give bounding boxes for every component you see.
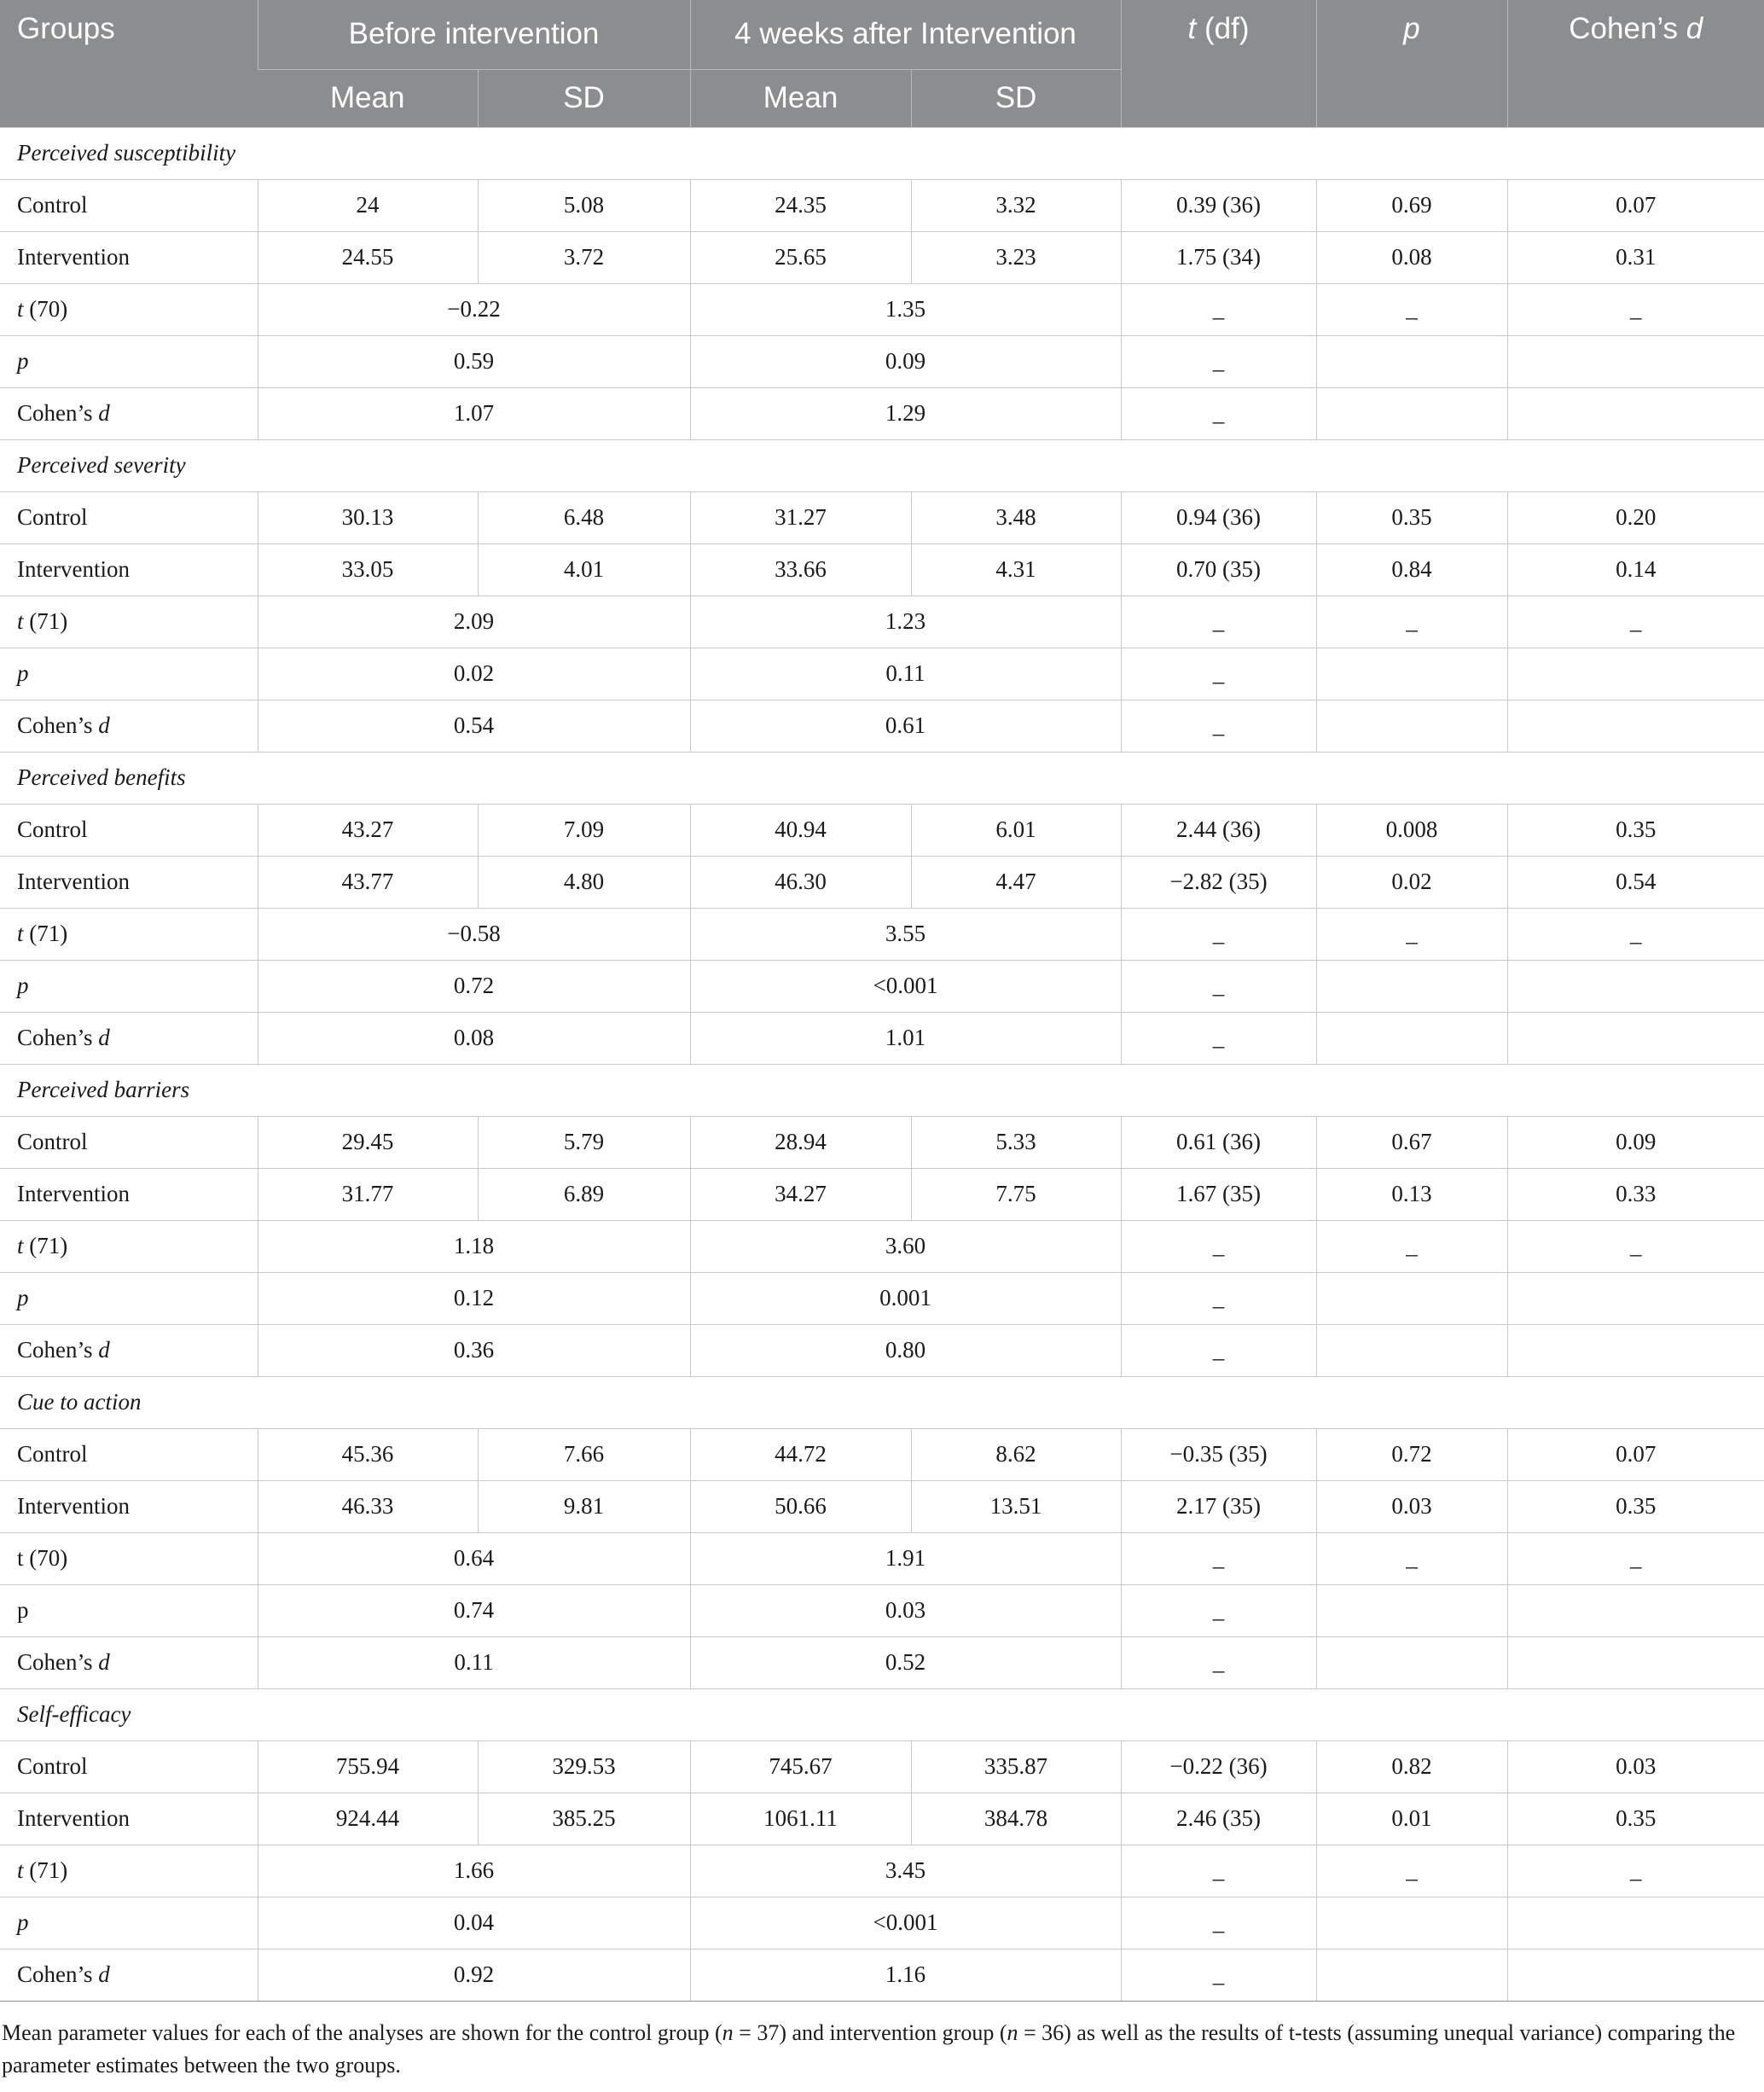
test-label: [0, 387, 258, 439]
cohens-d-cell: [1507, 1584, 1764, 1636]
after-mean-cell: 33.66: [690, 543, 911, 596]
after-mean-cell: 50.66: [690, 1480, 911, 1532]
cohens-d-cell: 0.07: [1507, 179, 1764, 231]
t-df-cell: _: [1121, 1949, 1316, 2001]
p-cell: _: [1316, 1220, 1507, 1272]
header-before-intervention: Before intervention: [258, 0, 690, 69]
p-cell: 0.01: [1316, 1793, 1507, 1845]
cohens-d-cell: [1507, 648, 1764, 700]
group-label: Control: [0, 1116, 258, 1168]
t-df-cell: _: [1121, 387, 1316, 439]
cohens-d-cell: 0.14: [1507, 543, 1764, 596]
p-cell: _: [1316, 1845, 1507, 1897]
test-label-main: Cohen’s: [17, 1961, 99, 1987]
cohens-d-cell: 0.33: [1507, 1168, 1764, 1220]
test-label-main: Cohen’s: [17, 1337, 99, 1363]
test-label-rest: d: [98, 1649, 110, 1675]
t-df-cell: _: [1121, 960, 1316, 1012]
t-df-cell: 0.39 (36): [1121, 179, 1316, 231]
group-row: [0, 804, 1764, 856]
group-row: [0, 1168, 1764, 1220]
p-cell: [1316, 1897, 1507, 1949]
before-sd-cell: 6.89: [478, 1168, 690, 1220]
after-sd-cell: 384.78: [911, 1793, 1121, 1845]
after-sd-cell: 7.75: [911, 1168, 1121, 1220]
before-test-cell: 1.07: [258, 387, 690, 439]
before-test-cell: 0.59: [258, 335, 690, 387]
before-test-cell: 0.02: [258, 648, 690, 700]
group-label: Control: [0, 179, 258, 231]
group-row: [0, 1428, 1764, 1480]
p-cell: [1316, 960, 1507, 1012]
before-test-cell: −0.58: [258, 908, 690, 960]
t-df-cell: _: [1121, 1532, 1316, 1584]
test-row: [0, 387, 1764, 439]
t-df-cell: _: [1121, 1845, 1316, 1897]
section-title: Perceived severity: [0, 439, 1764, 491]
test-label-main: t: [17, 1233, 24, 1258]
header-before-sd: SD: [478, 69, 690, 127]
after-test-cell: 1.91: [690, 1532, 1121, 1584]
header-groups: Groups: [0, 0, 258, 127]
before-test-cell: 0.11: [258, 1636, 690, 1688]
before-mean-cell: 46.33: [258, 1480, 478, 1532]
test-label-main: t (70): [17, 1545, 68, 1571]
cohens-d-cell: [1507, 387, 1764, 439]
after-mean-cell: 40.94: [690, 804, 911, 856]
test-label-rest: (71): [23, 1857, 68, 1883]
test-label: [0, 1324, 258, 1376]
test-label: [0, 1845, 258, 1897]
table-footnote: Mean parameter values for each of the analyses are shown for the control group (n = 37) and intervention group (n = 36) as well as the results of t-tests (assuming unequal variance) comparing the parameter estimates between the two groups.: [2, 2019, 1736, 2077]
test-label: [0, 1949, 258, 2001]
section-header-row: [0, 1376, 1764, 1428]
group-row: [0, 543, 1764, 596]
cohens-d-cell: 0.20: [1507, 491, 1764, 543]
test-label: [0, 335, 258, 387]
group-label: Intervention: [0, 856, 258, 908]
before-mean-cell: 45.36: [258, 1428, 478, 1480]
after-mean-cell: 28.94: [690, 1116, 911, 1168]
section-title: Perceived barriers: [0, 1064, 1764, 1116]
before-test-cell: 2.09: [258, 596, 690, 648]
test-label-main: t: [17, 608, 24, 634]
p-cell: 0.02: [1316, 856, 1507, 908]
before-mean-cell: 29.45: [258, 1116, 478, 1168]
test-label: [0, 1636, 258, 1688]
group-label: Control: [0, 1740, 258, 1793]
group-row: [0, 1480, 1764, 1532]
test-label: [0, 1012, 258, 1064]
test-row: [0, 1532, 1764, 1584]
section-title: Perceived susceptibility: [0, 127, 1764, 179]
after-test-cell: 0.80: [690, 1324, 1121, 1376]
test-row: [0, 1584, 1764, 1636]
after-test-cell: 1.23: [690, 596, 1121, 648]
group-row: [0, 1793, 1764, 1845]
cohens-d-cell: 0.35: [1507, 804, 1764, 856]
before-sd-cell: 5.79: [478, 1116, 690, 1168]
header-before-mean: Mean: [258, 69, 478, 127]
test-label-main: Cohen’s: [17, 1649, 99, 1675]
cohens-d-cell: 0.31: [1507, 231, 1764, 283]
before-test-cell: 0.72: [258, 960, 690, 1012]
cohens-d-cell: [1507, 335, 1764, 387]
t-df-cell: _: [1121, 596, 1316, 648]
p-cell: [1316, 1272, 1507, 1324]
test-label-main: t: [17, 296, 24, 322]
after-mean-cell: 31.27: [690, 491, 911, 543]
after-sd-cell: 13.51: [911, 1480, 1121, 1532]
test-label-main: Cohen’s: [17, 400, 99, 426]
section-header-row: [0, 1064, 1764, 1116]
test-label-rest: d: [98, 1025, 110, 1050]
header-t-df-blank: [1121, 69, 1316, 127]
after-sd-cell: 4.47: [911, 856, 1121, 908]
test-label: [0, 908, 258, 960]
cohens-d-cell: [1507, 1324, 1764, 1376]
test-label-main: p: [17, 973, 29, 998]
test-row: [0, 335, 1764, 387]
group-row: [0, 1116, 1764, 1168]
test-label-main: p: [17, 348, 29, 374]
p-cell: _: [1316, 1532, 1507, 1584]
group-row: [0, 856, 1764, 908]
t-df-cell: 0.70 (35): [1121, 543, 1316, 596]
t-df-cell: −2.82 (35): [1121, 856, 1316, 908]
before-test-cell: 0.74: [258, 1584, 690, 1636]
group-row: [0, 231, 1764, 283]
p-cell: 0.69: [1316, 179, 1507, 231]
test-label-rest: d: [98, 400, 110, 426]
cohens-d-cell: 0.07: [1507, 1428, 1764, 1480]
cohens-d-cell: [1507, 1272, 1764, 1324]
before-mean-cell: 31.77: [258, 1168, 478, 1220]
test-label: [0, 1532, 258, 1584]
group-label: Intervention: [0, 1793, 258, 1845]
test-label-rest: d: [98, 712, 110, 738]
after-mean-cell: 46.30: [690, 856, 911, 908]
group-row: [0, 491, 1764, 543]
p-cell: [1316, 387, 1507, 439]
t-df-cell: _: [1121, 283, 1316, 335]
after-test-cell: 0.001: [690, 1272, 1121, 1324]
after-test-cell: 0.11: [690, 648, 1121, 700]
t-df-cell: 2.46 (35): [1121, 1793, 1316, 1845]
p-cell: _: [1316, 283, 1507, 335]
after-sd-cell: 5.33: [911, 1116, 1121, 1168]
test-label: [0, 1272, 258, 1324]
test-row: [0, 648, 1764, 700]
test-label-rest: d: [98, 1337, 110, 1363]
after-sd-cell: 8.62: [911, 1428, 1121, 1480]
section-header-row: [0, 439, 1764, 491]
p-cell: 0.67: [1316, 1116, 1507, 1168]
t-df-cell: _: [1121, 1584, 1316, 1636]
test-row: [0, 700, 1764, 752]
p-cell: 0.35: [1316, 491, 1507, 543]
before-sd-cell: 6.48: [478, 491, 690, 543]
after-sd-cell: 3.32: [911, 179, 1121, 231]
before-mean-cell: 33.05: [258, 543, 478, 596]
t-df-cell: _: [1121, 1272, 1316, 1324]
section-title: Cue to action: [0, 1376, 1764, 1428]
after-test-cell: 0.09: [690, 335, 1121, 387]
header-after-mean: Mean: [690, 69, 911, 127]
test-label: [0, 1584, 258, 1636]
test-label: [0, 960, 258, 1012]
test-row: [0, 1324, 1764, 1376]
t-df-cell: 0.94 (36): [1121, 491, 1316, 543]
cohens-d-cell: _: [1507, 283, 1764, 335]
before-test-cell: 0.36: [258, 1324, 690, 1376]
after-test-cell: 0.03: [690, 1584, 1121, 1636]
test-label-main: p: [17, 660, 29, 686]
after-sd-cell: 335.87: [911, 1740, 1121, 1793]
before-test-cell: 0.08: [258, 1012, 690, 1064]
test-label-main: p: [17, 1909, 29, 1935]
table-header: [0, 0, 1764, 127]
test-label-main: p: [17, 1285, 29, 1310]
p-cell: 0.72: [1316, 1428, 1507, 1480]
test-row: [0, 908, 1764, 960]
after-test-cell: 3.45: [690, 1845, 1121, 1897]
test-label: [0, 1220, 258, 1272]
test-label-main: Cohen’s: [17, 1025, 99, 1050]
before-mean-cell: 43.27: [258, 804, 478, 856]
p-cell: [1316, 648, 1507, 700]
test-row: [0, 1845, 1764, 1897]
p-cell: [1316, 700, 1507, 752]
p-cell: [1316, 1636, 1507, 1688]
cohens-d-cell: [1507, 1949, 1764, 2001]
p-cell: [1316, 1012, 1507, 1064]
cohens-d-cell: 0.35: [1507, 1793, 1764, 1845]
cohens-d-cell: [1507, 1897, 1764, 1949]
t-df-cell: _: [1121, 1324, 1316, 1376]
p-cell: 0.03: [1316, 1480, 1507, 1532]
test-row: [0, 960, 1764, 1012]
cohens-d-cell: [1507, 700, 1764, 752]
group-label: Intervention: [0, 1480, 258, 1532]
test-label: [0, 648, 258, 700]
p-cell: _: [1316, 596, 1507, 648]
cohens-d-cell: _: [1507, 1220, 1764, 1272]
test-row: [0, 1636, 1764, 1688]
test-label: [0, 596, 258, 648]
test-label-main: p: [17, 1597, 29, 1623]
after-test-cell: 0.61: [690, 700, 1121, 752]
before-sd-cell: 4.01: [478, 543, 690, 596]
p-cell: 0.84: [1316, 543, 1507, 596]
group-label: Intervention: [0, 1168, 258, 1220]
t-df-cell: _: [1121, 908, 1316, 960]
before-sd-cell: 385.25: [478, 1793, 690, 1845]
before-test-cell: 1.18: [258, 1220, 690, 1272]
cohens-d-cell: _: [1507, 908, 1764, 960]
test-label: [0, 1897, 258, 1949]
after-test-cell: <0.001: [690, 1897, 1121, 1949]
after-mean-cell: 34.27: [690, 1168, 911, 1220]
p-cell: [1316, 1584, 1507, 1636]
cohens-d-cell: 0.54: [1507, 856, 1764, 908]
header-cohens-d: Cohen’s d: [1507, 0, 1764, 127]
before-mean-cell: 755.94: [258, 1740, 478, 1793]
t-df-cell: 2.44 (36): [1121, 804, 1316, 856]
test-label-rest: d: [98, 1961, 110, 1987]
test-row: [0, 283, 1764, 335]
t-df-cell: 2.17 (35): [1121, 1480, 1316, 1532]
before-test-cell: 0.12: [258, 1272, 690, 1324]
before-test-cell: 0.04: [258, 1897, 690, 1949]
header-t-df: t (df): [1121, 0, 1316, 69]
group-row: [0, 1740, 1764, 1793]
cohens-d-cell: _: [1507, 596, 1764, 648]
cohens-d-cell: [1507, 1012, 1764, 1064]
before-sd-cell: 329.53: [478, 1740, 690, 1793]
before-sd-cell: 5.08: [478, 179, 690, 231]
before-mean-cell: 43.77: [258, 856, 478, 908]
test-label: [0, 700, 258, 752]
after-test-cell: 1.16: [690, 1949, 1121, 2001]
after-sd-cell: 4.31: [911, 543, 1121, 596]
t-df-cell: _: [1121, 648, 1316, 700]
p-cell: 0.008: [1316, 804, 1507, 856]
t-df-cell: 1.67 (35): [1121, 1168, 1316, 1220]
after-test-cell: <0.001: [690, 960, 1121, 1012]
after-sd-cell: 6.01: [911, 804, 1121, 856]
t-df-cell: 1.75 (34): [1121, 231, 1316, 283]
before-sd-cell: 7.09: [478, 804, 690, 856]
p-cell: [1316, 1324, 1507, 1376]
before-mean-cell: 24: [258, 179, 478, 231]
after-mean-cell: 25.65: [690, 231, 911, 283]
section-header-row: [0, 127, 1764, 179]
p-cell: 0.13: [1316, 1168, 1507, 1220]
test-label-rest: (71): [23, 608, 68, 634]
cohens-d-cell: _: [1507, 1532, 1764, 1584]
before-mean-cell: 924.44: [258, 1793, 478, 1845]
cohens-d-cell: 0.09: [1507, 1116, 1764, 1168]
before-sd-cell: 9.81: [478, 1480, 690, 1532]
p-cell: _: [1316, 908, 1507, 960]
test-row: [0, 1897, 1764, 1949]
t-df-cell: _: [1121, 335, 1316, 387]
p-cell: [1316, 1949, 1507, 2001]
before-sd-cell: 4.80: [478, 856, 690, 908]
after-mean-cell: 1061.11: [690, 1793, 911, 1845]
cohens-d-cell: 0.35: [1507, 1480, 1764, 1532]
table-body: [0, 127, 1764, 2001]
test-label-main: Cohen’s: [17, 712, 99, 738]
section-title: Perceived benefits: [0, 752, 1764, 804]
test-row: [0, 1949, 1764, 2001]
t-df-cell: _: [1121, 700, 1316, 752]
group-label: Intervention: [0, 231, 258, 283]
group-label: Control: [0, 1428, 258, 1480]
test-label-main: t: [17, 1857, 24, 1883]
test-row: [0, 596, 1764, 648]
before-test-cell: 0.92: [258, 1949, 690, 2001]
cohens-d-cell: [1507, 960, 1764, 1012]
test-label-rest: (70): [23, 296, 68, 322]
header-after-intervention: 4 weeks after Intervention: [690, 0, 1121, 69]
test-label: [0, 283, 258, 335]
before-test-cell: 0.64: [258, 1532, 690, 1584]
after-sd-cell: 3.23: [911, 231, 1121, 283]
group-row: [0, 179, 1764, 231]
after-test-cell: 1.01: [690, 1012, 1121, 1064]
t-df-cell: _: [1121, 1012, 1316, 1064]
p-cell: [1316, 335, 1507, 387]
group-label: Control: [0, 804, 258, 856]
group-label: Control: [0, 491, 258, 543]
test-row: [0, 1272, 1764, 1324]
t-df-cell: _: [1121, 1220, 1316, 1272]
after-mean-cell: 44.72: [690, 1428, 911, 1480]
section-header-row: [0, 752, 1764, 804]
cohens-d-cell: [1507, 1636, 1764, 1688]
p-cell: 0.08: [1316, 231, 1507, 283]
after-test-cell: 1.35: [690, 283, 1121, 335]
t-df-cell: _: [1121, 1897, 1316, 1949]
cohens-d-cell: _: [1507, 1845, 1764, 1897]
after-sd-cell: 3.48: [911, 491, 1121, 543]
test-label-rest: (71): [23, 921, 68, 946]
cohens-d-cell: 0.03: [1507, 1740, 1764, 1793]
group-label: Intervention: [0, 543, 258, 596]
before-sd-cell: 3.72: [478, 231, 690, 283]
before-test-cell: −0.22: [258, 283, 690, 335]
after-test-cell: 1.29: [690, 387, 1121, 439]
before-mean-cell: 30.13: [258, 491, 478, 543]
after-test-cell: 0.52: [690, 1636, 1121, 1688]
t-df-cell: −0.22 (36): [1121, 1740, 1316, 1793]
before-test-cell: 1.66: [258, 1845, 690, 1897]
test-row: [0, 1220, 1764, 1272]
t-df-cell: −0.35 (35): [1121, 1428, 1316, 1480]
p-cell: 0.82: [1316, 1740, 1507, 1793]
before-sd-cell: 7.66: [478, 1428, 690, 1480]
before-test-cell: 0.54: [258, 700, 690, 752]
after-mean-cell: 745.67: [690, 1740, 911, 1793]
after-test-cell: 3.55: [690, 908, 1121, 960]
section-header-row: [0, 1688, 1764, 1740]
test-label-main: t: [17, 921, 24, 946]
header-after-sd: SD: [911, 69, 1121, 127]
header-p: p: [1316, 0, 1507, 127]
after-test-cell: 3.60: [690, 1220, 1121, 1272]
test-label-rest: (71): [23, 1233, 68, 1258]
before-mean-cell: 24.55: [258, 231, 478, 283]
section-title: Self-efficacy: [0, 1688, 1764, 1740]
t-df-cell: 0.61 (36): [1121, 1116, 1316, 1168]
test-row: [0, 1012, 1764, 1064]
t-df-cell: _: [1121, 1636, 1316, 1688]
after-mean-cell: 24.35: [690, 179, 911, 231]
